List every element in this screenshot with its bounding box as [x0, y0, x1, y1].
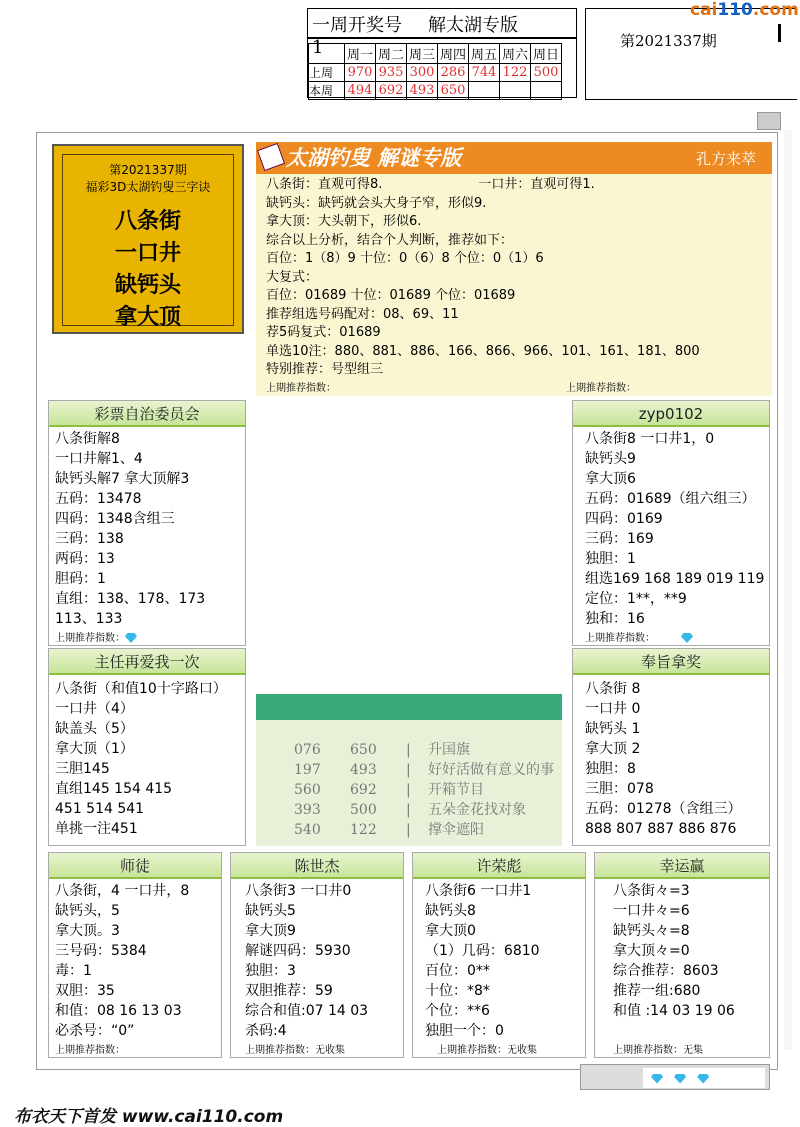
issue-number: 第2021337期 [620, 32, 717, 50]
table-row [309, 64, 562, 82]
card-line: 拿大顶0 [425, 923, 476, 939]
card-title: zyp0102 [573, 401, 769, 427]
card-line: 毒：1 [55, 963, 92, 979]
analysis-line: 百位：1（8）9 十位：0（6）8 个位：0（1）6 [266, 251, 544, 266]
card-title: 师徒 [49, 853, 221, 879]
card-line: 八条街6 一口井1 [425, 883, 532, 899]
analysis-line: 缺钙头：缺钙就会头大身子窄，形似9. [266, 195, 487, 211]
card-line: 独胆：8 [585, 761, 636, 777]
card-line: 独和：16 [585, 611, 645, 627]
card-line: 缺钙头解7 拿大顶解3 [55, 471, 190, 487]
analysis-line: 拿大顶：大头朝下，形似6. [266, 214, 422, 229]
card-body [231, 879, 403, 1063]
diamond-icon [697, 1074, 709, 1084]
riddle-inner [62, 154, 234, 330]
list-item: 560 692 | 开箱节目 [294, 782, 484, 798]
card-line: 直组145 154 415 [55, 781, 173, 797]
riddle-line: 拿大顶 [114, 304, 181, 330]
list-item: 197 493 | 好好活做有意义的事 [294, 762, 554, 778]
card-line: 双胆：35 [55, 983, 115, 999]
card-line: 拿大顶々=0 [613, 943, 690, 959]
card-line: 三码：169 [585, 531, 654, 547]
card-line: 十位：*8* [425, 983, 490, 999]
section-title: 太湖钓叟 解谜专版 [286, 145, 462, 170]
card-body [595, 879, 769, 1063]
card-body [49, 427, 245, 651]
table-row [309, 82, 562, 100]
edition-number: 1 [312, 37, 324, 58]
card-line: 综合推荐：8603 [613, 963, 719, 979]
card-line: 拿大顶。3 [55, 923, 120, 939]
card-line: 888 807 887 886 876 [585, 821, 737, 837]
card-line: 三胆：078 [585, 781, 654, 797]
analysis-line: 荐5码复式：01689 [266, 325, 381, 340]
card-line: 四码：0169 [585, 511, 663, 527]
rating-label: 上期推荐指数：无收集 [437, 1045, 537, 1056]
card-line: 缺钙头々=8 [613, 923, 690, 939]
card-title: 奉旨拿奖 [573, 649, 769, 675]
divider [778, 24, 781, 42]
card-prize [572, 648, 770, 846]
card-line: 组选169 168 189 019 119 [585, 571, 765, 587]
riddle-panel [52, 144, 244, 334]
analysis-line: 八条街：直观可得8. [266, 177, 383, 192]
card-line: 八条街（和值10十字路口） [55, 681, 227, 697]
draw-value [531, 82, 562, 100]
rating-label: 上期推荐指数： [266, 382, 336, 394]
row-label: 上周 [309, 64, 345, 82]
card-director [48, 648, 246, 846]
card-title: 陈世杰 [231, 853, 403, 879]
card-line: 拿大顶9 [245, 923, 296, 939]
card-line: 一口井々=6 [613, 903, 690, 919]
diamond-icon [681, 633, 693, 643]
card-title: 许荣彪 [413, 853, 585, 879]
card-line: 八条街8 一口井1，0 [585, 431, 715, 447]
card-line: 独胆：1 [585, 551, 636, 567]
card-line: 解谜四码：5930 [245, 943, 351, 959]
title-text: 一周开奖号 [312, 15, 402, 36]
list-item: 540 122 | 撑伞遮阳 [294, 822, 484, 838]
day-header: 周五 [469, 44, 500, 64]
draw-value [469, 82, 500, 100]
card-line: 拿大顶 2 [585, 741, 641, 757]
draw-value: 935 [376, 64, 407, 82]
card-line: 三码：138 [55, 531, 124, 547]
card-line: 两码：13 [55, 551, 115, 567]
rating-label: 上期推荐指数： [55, 633, 125, 644]
analysis-line: 综合以上分析，结合个人判断，推荐如下： [266, 232, 514, 248]
riddle-issue: 第2021337期 [109, 163, 187, 177]
analysis-line: 特别推荐：号型组三 [266, 362, 384, 377]
card-line: 拿大顶（1） [55, 741, 134, 757]
site-logo[interactable]: cai110.com [690, 0, 799, 20]
section-header [256, 142, 772, 174]
card-line: 综合和值:07 14 03 [245, 1003, 369, 1019]
rating-label: 上期推荐指数： [585, 633, 655, 644]
card-line: 缺盖头（5） [55, 721, 134, 737]
card-line: 一口井解1、4 [55, 451, 143, 467]
card-line: 一口井 0 [585, 701, 641, 717]
card-body [573, 675, 769, 841]
rating-label: 上期推荐指数：无集 [613, 1045, 703, 1056]
draw-value: 493 [407, 82, 438, 100]
card-line: 缺钙头9 [585, 451, 636, 467]
draw-value: 300 [407, 64, 438, 82]
analysis-line: 推荐组选号码配对：08、69、11 [266, 306, 459, 322]
rating-bar [580, 1064, 770, 1090]
card-line: 单挑一注451 [55, 821, 138, 837]
rating-gems [643, 1068, 765, 1088]
card-line: 独胆：3 [245, 963, 296, 979]
draw-value: 122 [500, 64, 531, 82]
card-line: 八条街，4 一口井，8 [55, 883, 190, 899]
card-zyp0102 [572, 400, 770, 646]
riddle-name: 福彩3D太湖钓叟三字诀 [85, 180, 211, 194]
card-line: 胆码：1 [55, 571, 106, 587]
riddle-line: 缺钙头 [114, 272, 181, 298]
scrollbar-thumb[interactable] [757, 112, 781, 130]
day-header: 周二 [376, 44, 407, 64]
card-line: 八条街解8 [55, 431, 120, 447]
card-line: 三胆145 [55, 761, 110, 777]
card-line: 拿大顶6 [585, 471, 636, 487]
card-shitu [48, 852, 222, 1058]
card-line: 推荐一组:680 [613, 983, 701, 999]
day-header: 周一 [345, 44, 376, 64]
card-line: 百位：0** [425, 963, 490, 979]
card-line: 缺钙头5 [245, 903, 296, 919]
card-line: 和值 :14 03 19 06 [613, 1003, 735, 1019]
analysis-line: 百位：01689 十位：01689 个位：01689 [266, 288, 516, 303]
diamond-icon [651, 1074, 663, 1084]
card-chenshijie [230, 852, 404, 1058]
draw-value: 970 [345, 64, 376, 82]
card-line: 和值：08 16 13 03 [55, 1003, 182, 1019]
card-line: 个位：**6 [425, 1003, 490, 1019]
subtitle-text: 解太湖专版 [428, 15, 518, 36]
card-body [413, 879, 585, 1063]
rating-label: 上期推荐指数：无收集 [245, 1045, 345, 1056]
card-body [49, 675, 245, 841]
card-line: 四码：1348含组三 [55, 511, 175, 527]
card-line: 缺钙头，5 [55, 903, 120, 919]
card-body [49, 879, 221, 1063]
draw-value: 744 [469, 64, 500, 82]
list-item: 393 500 | 五朵金花找对象 [294, 802, 526, 818]
draw-value: 692 [376, 82, 407, 100]
analysis-line: 大复式： [266, 269, 319, 285]
card-committee [48, 400, 246, 646]
draw-value [500, 82, 531, 100]
card-line: 定位：1**，**9 [585, 591, 687, 607]
draw-value: 286 [438, 64, 469, 82]
list-item: 076 650 | 升国旗 [294, 742, 470, 758]
analysis-line: 单选10注：880、881、886、166、866、966、101、161、181、800 [266, 343, 700, 359]
draw-table [308, 43, 562, 100]
card-line: 八条街 8 [585, 681, 641, 697]
card-line: 八条街3 一口井0 [245, 883, 352, 899]
rating-label: 上期推荐指数： [566, 382, 636, 394]
section-author: 孔方来萃 [695, 150, 756, 168]
table-header-row [309, 44, 562, 64]
list-header-bar [256, 694, 562, 720]
card-line: 113、133 [55, 611, 123, 627]
card-line: 直组：138、178、173 [55, 591, 206, 607]
card-body [573, 427, 769, 651]
card-line: 五码：01689（组六组三） [585, 491, 756, 507]
draw-value: 494 [345, 82, 376, 100]
card-line: 必杀号：“0” [55, 1023, 135, 1039]
day-header: 周日 [531, 44, 562, 64]
card-line: 缺钙头8 [425, 903, 476, 919]
analysis-block [256, 174, 772, 396]
card-line: 双胆推荐：59 [245, 983, 333, 999]
day-header: 周四 [438, 44, 469, 64]
card-line: 451 514 541 [55, 801, 145, 817]
card-line: 杀码:4 [245, 1023, 287, 1039]
draw-value: 500 [531, 64, 562, 82]
card-line: 五码：13478 [55, 491, 142, 507]
weekly-draw-table [307, 8, 577, 98]
card-xurongbiao [412, 852, 586, 1058]
riddle-lines [63, 205, 233, 333]
card-line: 五码：01278（含组三） [585, 801, 742, 817]
day-header: 周六 [500, 44, 531, 64]
diamond-icon [674, 1074, 686, 1084]
card-line: 八条街々=3 [613, 883, 690, 899]
riddle-line: 一口井 [114, 240, 181, 266]
draw-list [256, 720, 562, 846]
footer-credit: 布衣天下首发 www.cai110.com [14, 1107, 284, 1127]
card-line: 一口井（4） [55, 701, 134, 717]
analysis-line: 一口井：直观可得1. [478, 177, 595, 192]
row-label: 本周 [309, 82, 345, 100]
card-line: （1）几码：6810 [425, 943, 540, 959]
card-line: 缺钙头 1 [585, 721, 641, 737]
card-title: 彩票自治委员会 [49, 401, 245, 427]
book-icon [257, 143, 285, 171]
riddle-line: 八条街 [114, 208, 181, 234]
card-lucky [594, 852, 770, 1058]
diamond-icon [125, 633, 137, 643]
rating-label: 上期推荐指数： [55, 1045, 125, 1056]
card-line: 独胆一个：0 [425, 1023, 504, 1039]
day-header: 周三 [407, 44, 438, 64]
right-margin [784, 130, 792, 1050]
card-title: 幸运赢 [595, 853, 769, 879]
card-line: 三号码：5384 [55, 943, 147, 959]
card-title: 主任再爱我一次 [49, 649, 245, 675]
draw-value: 650 [438, 82, 469, 100]
